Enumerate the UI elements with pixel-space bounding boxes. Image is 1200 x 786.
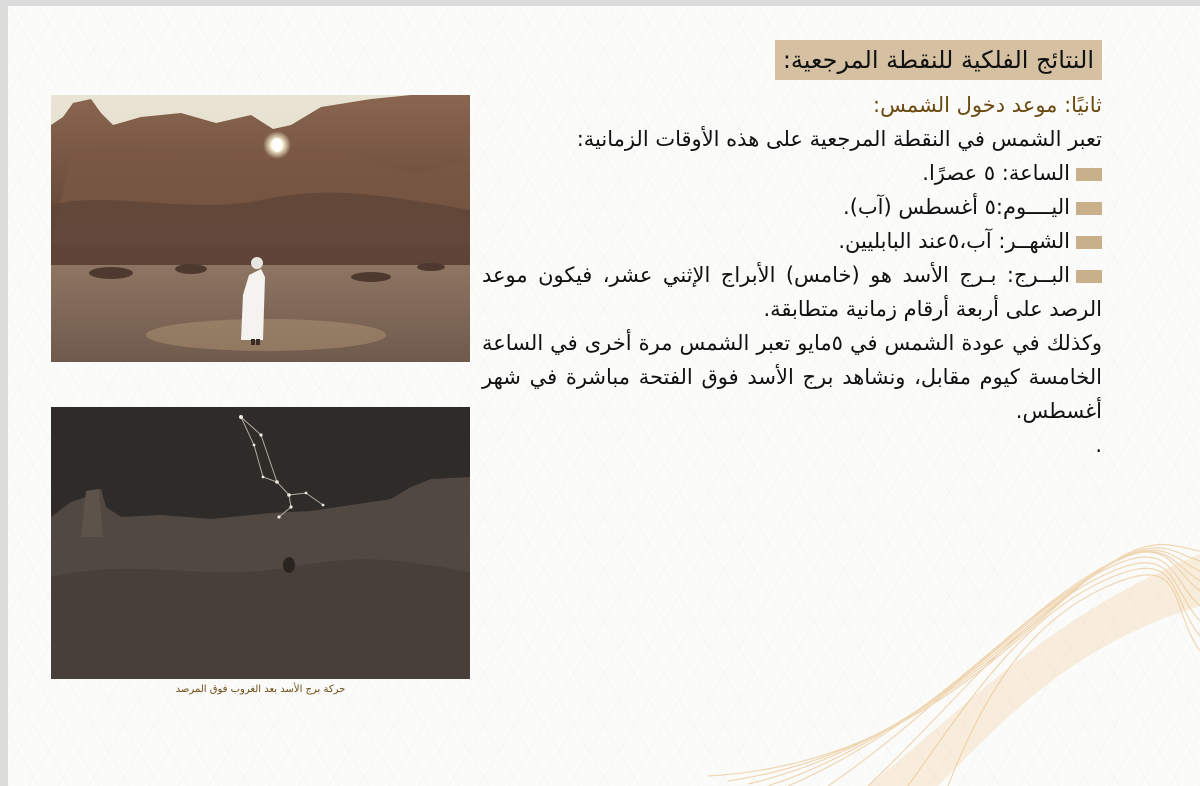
photo-rock-sunlight <box>51 95 470 362</box>
bullet-item <box>482 156 1102 190</box>
photo-leo-constellation <box>51 407 470 679</box>
bullet-square-icon <box>1076 270 1102 283</box>
bullet-item <box>482 190 1102 224</box>
slide-title: النتائج الفلكية للنقطة المرجعية: <box>775 40 1102 80</box>
bullet-item <box>482 258 1102 326</box>
photo-caption: حركة برج الأسد بعد الغروب فوق المرصد <box>175 684 346 695</box>
bullet-square-icon <box>1076 168 1102 181</box>
bullet-square-icon <box>1076 202 1102 215</box>
bullet-text: الشهــر: آب،٥عند البابليين. <box>838 229 1070 253</box>
slide <box>8 6 1200 786</box>
bullet-text: اليــــوم:٥ أغسطس (آب). <box>843 195 1070 219</box>
bullet-item <box>482 224 1102 258</box>
bullet-text: الساعة: ٥ عصرًا. <box>922 161 1070 185</box>
body-text <box>482 88 1102 462</box>
trailing-dot: . <box>1095 433 1102 457</box>
paragraph-text: وكذلك في عودة الشمس في ٥مايو تعبر الشمس مرة أخرى في الساعة الخامسة كيوم مقابل، ونشاهد برج الأسد فوق الفتحة مباشرة في شهر أغسطس. <box>482 331 1102 423</box>
bullet-text: البــرج: بـرج الأسد هو (خامس) الأبراج الإثني عشر، فيكون موعد الرصد على أربعة أرقام زمانية متطابقة. <box>482 263 1102 321</box>
bullet-square-icon <box>1076 236 1102 249</box>
section-subtitle: ثانيًا: موعد دخول الشمس: <box>873 93 1102 117</box>
intro-text: تعبر الشمس في النقطة المرجعية على هذه الأوقات الزمانية: <box>576 127 1102 151</box>
